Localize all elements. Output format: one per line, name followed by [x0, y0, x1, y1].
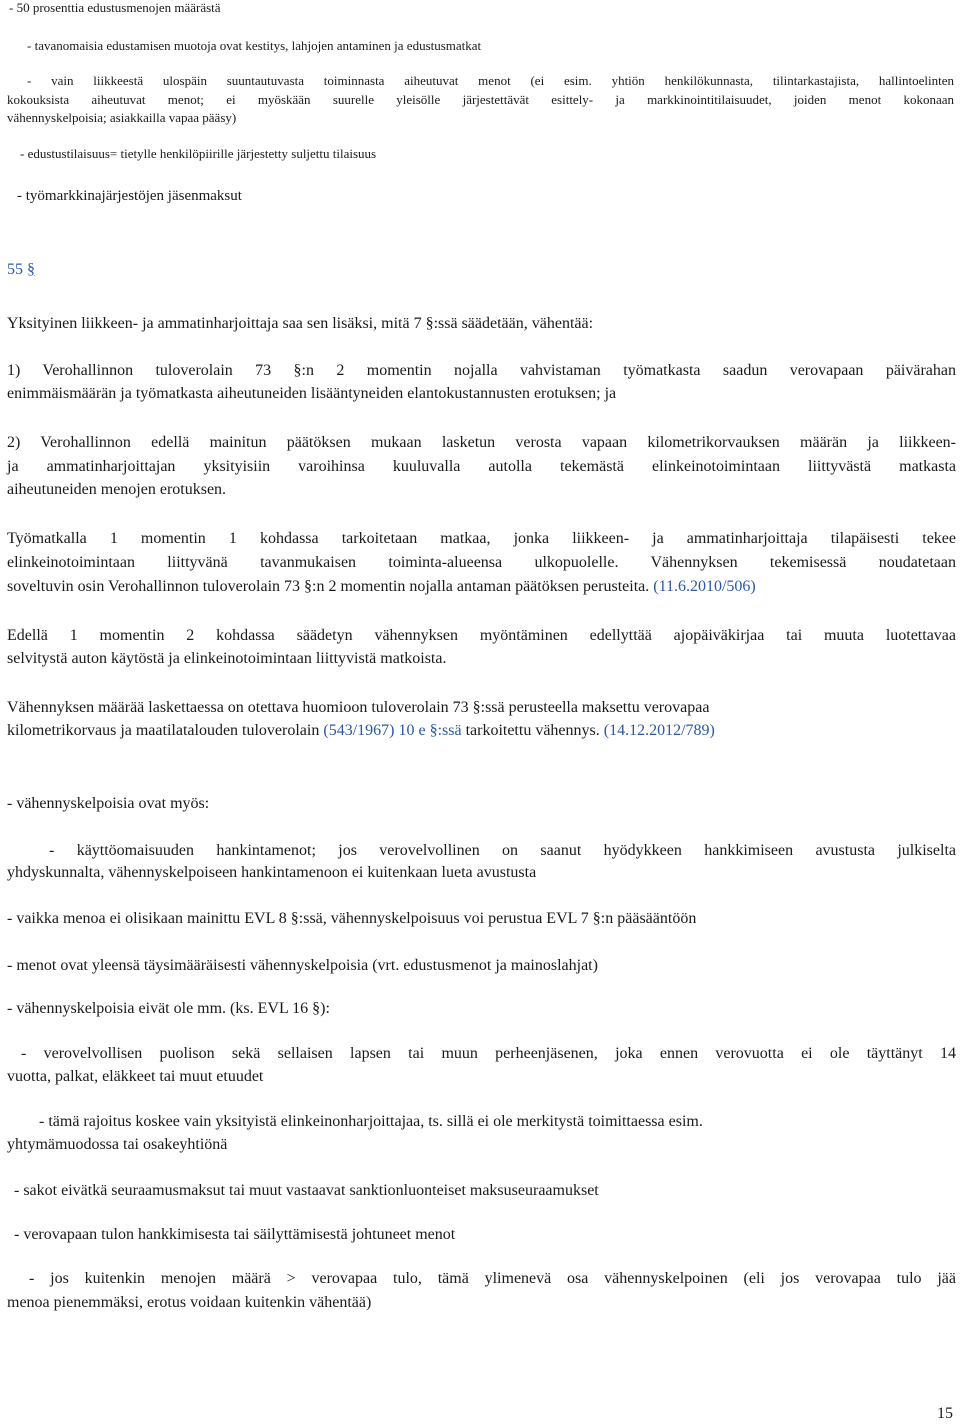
- page-number: 15: [937, 1405, 953, 1422]
- list-item: menoa pienemmäksi, erotus voidaan kuitenkin vähentää): [7, 1294, 372, 1311]
- paragraph-line: 2) Verohallinnon edellä mainitun päätöksen mukaan lasketun verosta vapaan kilometrikorvauksen määrän ja liikkeen-: [7, 434, 956, 451]
- amendment-link[interactable]: (14.12.2012/789): [603, 722, 715, 739]
- list-item: - sakot eivätkä seuraamusmaksut tai muut vastaavat sanktionluonteiset maksuseuraamukset: [14, 1182, 599, 1199]
- paragraph-line: kokouksista aiheutuvat menot; ei myöskään suurelle yleisölle järjestettävät esittely- ja markkinointitilaisuudet, joiden menot kokonaan: [7, 92, 954, 107]
- paragraph-line: Työmatkalla 1 momentin 1 kohdassa tarkoitetaan matkaa, jonka liikkeen- ja ammatinharjoittaja tilapäisesti tekee: [7, 530, 956, 547]
- list-heading: - vähennyskelpoisia ovat myös:: [7, 795, 210, 812]
- list-item: - vähennyskelpoisia eivät ole mm. (ks. EVL 16 §):: [7, 1000, 330, 1017]
- list-item: - käyttöomaisuuden hankintamenot; jos verovelvollinen on saanut hyödykkeen hankkimiseen avustusta julkiselta: [49, 842, 956, 859]
- paragraph-line: - vain liikkeestä ulospäin suuntautuvasta toiminnasta aiheutuvat menot (ei esim. yhtiön henkilökunnasta, tilintarkastajista, hallintoelinten: [27, 73, 954, 88]
- paragraph-text: tarkoitettu vähennys.: [465, 722, 600, 739]
- list-item: - tavanomaisia edustamisen muotoja ovat kestitys, lahjojen antaminen ja edustusmatkat: [27, 38, 482, 53]
- paragraph-line: [7, 578, 756, 596]
- paragraph-line: ja ammatinharjoittajan yksityisiin varoihinsa kuuluvalla autolla tekemästä elinkeinotoimintaan liittyvästä matkasta: [7, 458, 956, 475]
- paragraph-line: enimmäismäärän ja työmatkasta aiheutuneiden lisääntyneiden elantokustannusten erotuksen; ja: [7, 385, 617, 402]
- list-item: yhdyskunnalta, vähennyskelpoiseen hankintamenoon ei kuitenkaan lueta avustusta: [7, 864, 537, 881]
- paragraph-line: aiheutuneiden menojen erotuksen.: [7, 481, 227, 498]
- list-item: - menot ovat yleensä täysimääräisesti vähennyskelpoisia (vrt. edustusmenot ja mainoslahjat): [7, 957, 598, 974]
- list-item: - työmarkkinajärjestöjen jäsenmaksut: [17, 188, 242, 204]
- paragraph-line: [7, 722, 715, 740]
- list-item: - verovelvollisen puolison sekä sellaisen lapsen tai muun perheenjäsenen, joka ennen verovuotta ei ole täyttänyt 14: [21, 1045, 956, 1062]
- paragraph-line: selvitystä auton käytöstä ja elinkeinotoimintaan liittyvistä matkoista.: [7, 650, 447, 667]
- paragraph-line: Edellä 1 momentin 2 kohdassa säädetyn vähennyksen myöntäminen edellyttää ajopäiväkirjaa tai muuta luotettavaa: [7, 627, 956, 644]
- paragraph-intro: Yksityinen liikkeen- ja ammatinharjoittaja saa sen lisäksi, mitä 7 §:ssä säädetään, vähentää:: [7, 315, 594, 332]
- law-link[interactable]: (543/1967) 10 e §:ssä: [323, 722, 462, 739]
- paragraph-line: Vähennyksen määrää laskettaessa on otettava huomioon tuloverolain 73 §:ssä perusteella maksettu verovapaa: [7, 699, 710, 716]
- section-heading: [7, 261, 35, 279]
- amendment-link[interactable]: (11.6.2010/506): [653, 578, 756, 595]
- list-item: - tämä rajoitus koskee vain yksityistä elinkeinonharjoittajaa, ts. sillä ei ole merkitystä toimittaessa esim.: [39, 1113, 703, 1130]
- paragraph-line: 1) Verohallinnon tuloverolain 73 §:n 2 momentin nojalla vahvistaman työmatkasta saadun verovapaan päivärahan: [7, 362, 956, 379]
- list-item: - verovapaan tulon hankkimisesta tai säilyttämisestä johtuneet menot: [14, 1226, 456, 1243]
- list-item: - 50 prosenttia edustusmenojen määrästä: [9, 0, 221, 15]
- paragraph-text: kilometrikorvaus ja maatilatalouden tuloverolain: [7, 722, 320, 739]
- paragraph-line: vähennyskelpoisia; asiakkailla vapaa pääsy): [7, 110, 237, 125]
- paragraph-text: soveltuvin osin Verohallinnon tuloverolain 73 §:n 2 momentin nojalla antaman päätöksen perusteita.: [7, 578, 650, 595]
- list-item: - vaikka menoa ei olisikaan mainittu EVL 8 §:ssä, vähennyskelpoisuus voi perustua EVL 7 §:n pääsääntöön: [7, 910, 697, 927]
- list-item: - jos kuitenkin menojen määrä > verovapaa tulo, tämä ylimenevä osa vähennyskelpoinen (eli jos verovapaa tulo jää: [29, 1270, 956, 1287]
- paragraph-line: elinkeinotoimintaan liittyvänä tavanmukaisen toiminta-alueensa ulkopuolelle. Vähennyksen tekemisessä noudatetaan: [7, 554, 956, 571]
- list-item: vuotta, palkat, eläkkeet tai muut etuudet: [7, 1068, 264, 1085]
- section-number: 55: [7, 261, 23, 278]
- list-item: - edustustilaisuus= tietylle henkilöpiirille järjestetty suljettu tilaisuus: [20, 146, 377, 161]
- list-item: yhtymämuodossa tai osakeyhtiönä: [7, 1136, 228, 1153]
- section-symbol-link[interactable]: §: [27, 261, 35, 278]
